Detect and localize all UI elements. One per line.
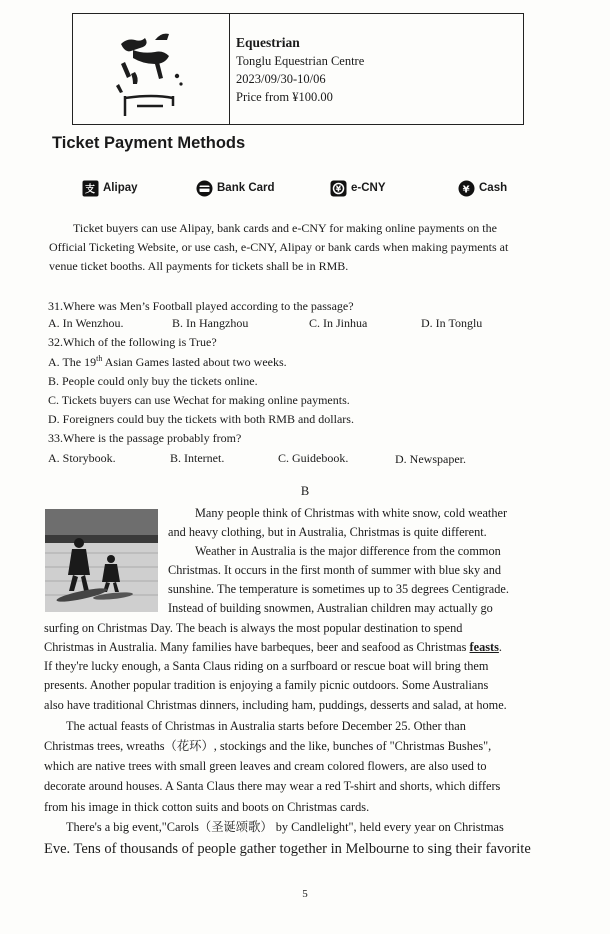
story-line-1: Many people think of Christmas with white snow, cold weather (195, 506, 508, 520)
story-line-10: presents. Another popular tradition is enjoying a family picnic outdoors. Some Australians (44, 678, 489, 692)
surfing-santa-photo (45, 509, 158, 612)
payment-methods-heading: Ticket Payment Methods (52, 134, 246, 152)
cash-icon (458, 180, 474, 196)
story-line-15: decorate around houses. A Santa Claus there may wear a red T-shirt and shorts, which differs (44, 779, 501, 793)
q32-option-c: C. Tickets buyers can use Wechat for making online payments. (48, 393, 350, 407)
story-line-5: sunshine. The temperature is sometimes up to 35 degrees Centigrade. (168, 582, 509, 596)
ticket-info (236, 34, 364, 106)
svg-text:¥: ¥ (462, 184, 470, 196)
svg-text:¥: ¥ (335, 184, 342, 194)
q31-option-c: C. In Jinhua (309, 316, 368, 330)
payment-cash (458, 180, 507, 196)
ticket-venue: Tonglu Equestrian Centre (236, 54, 365, 68)
payment-text-line-1: Ticket buyers can use Alipay, bank cards and e-CNY for making online payments on the (73, 221, 497, 235)
ticket-dates: 2023/09/30-10/06 (236, 72, 326, 86)
story-line-13: Christmas trees, wreaths（花环）, stockings and the like, bunches of "Christmas Bushes", (44, 739, 492, 753)
story-line-16: from his image in thick cotton suits and boots on Christmas cards. (44, 800, 370, 814)
payment-text-line-3: venue ticket booths. All payments for tickets shall be in RMB. (49, 259, 349, 273)
section-b-label: B (300, 484, 310, 498)
q32-option-d: D. Foreigners could buy the tickets with both RMB and dollars. (48, 412, 354, 426)
question-32: 32.Which of the following is True? (48, 335, 217, 349)
q33-option-b: B. Internet. (170, 451, 225, 465)
q31-option-b: B. In Hangzhou (172, 316, 249, 330)
q32-option-b: B. People could only buy the tickets online. (48, 374, 258, 388)
payment-text-line-2: Official Ticketing Website, or use cash, e-CNY, Alipay or bank cards when making payments at (49, 240, 509, 254)
alipay-icon (82, 180, 98, 196)
payment-label: Cash (479, 182, 508, 194)
ticket-card (72, 13, 524, 125)
ticket-price: Price from ¥100.00 (236, 90, 333, 104)
q33-option-c: C. Guidebook. (278, 451, 349, 465)
ticket-sport: Equestrian (236, 35, 300, 50)
story-line-8: Christmas in Australia. Many families have barbeques, beer and seafood as Christmas feasts. (44, 640, 502, 654)
e-cny-icon (330, 180, 346, 196)
q33-option-d: D. Newspaper. (395, 452, 466, 466)
payment-label: Alipay (103, 182, 138, 194)
story-line-9: If they're lucky enough, a Santa Claus riding on a surfboard or rescue boat will bring them (44, 659, 489, 673)
story-line-11: also have traditional Christmas dinners, including ham, puddings, desserts and salad, at home. (44, 698, 507, 712)
equestrian-pictogram (73, 14, 230, 124)
payment-e-cny (330, 180, 386, 196)
question-31: 31.Where was Men’s Football played according to the passage? (48, 299, 354, 313)
equestrian-pictogram-icon (73, 14, 228, 123)
story-line-2: and heavy clothing, but in Australia, Christmas is quite different. (168, 525, 487, 539)
story-line-14: which are native trees with small green leaves and cream colored flowers, are also used to (44, 759, 487, 773)
story-line-7: surfing on Christmas Day. The beach is always the most popular destination to spend (44, 621, 463, 635)
story-line-12: The actual feasts of Christmas in Australia starts before December 25. Other than (66, 719, 466, 733)
q31-option-a: A. In Wenzhou. (48, 316, 124, 330)
payment-bank-card (196, 180, 275, 196)
underlined-word-feasts: feasts (469, 640, 499, 654)
story-line-4: Christmas. It occurs in the first month of summer with blue sky and (168, 563, 501, 577)
story-line-18: Eve. Tens of thousands of people gather together in Melbourne to sing their favorite (44, 841, 531, 857)
q31-option-d: D. In Tonglu (421, 316, 483, 330)
payment-alipay (82, 180, 138, 196)
payment-label: Bank Card (217, 182, 275, 194)
story-line-3: Weather in Australia is the major difference from the common (195, 544, 501, 558)
payment-label: e-CNY (351, 182, 386, 194)
question-33: 33.Where is the passage probably from? (48, 431, 242, 445)
bank-card-icon (196, 180, 212, 196)
page-number: 5 (302, 888, 308, 900)
svg-text:支: 支 (85, 184, 95, 196)
q33-option-a: A. Storybook. (48, 451, 116, 465)
surfing-santa-photo-icon (45, 509, 158, 612)
story-line-6: Instead of building snowmen, Australian children may actually go (168, 601, 493, 615)
q32-option-a: A. The 19th Asian Games lasted about two weeks. (48, 354, 287, 369)
story-line-17: There's a big event,"Carols（圣诞颂歌） by Candlelight", held every year on Christmas (66, 820, 504, 834)
